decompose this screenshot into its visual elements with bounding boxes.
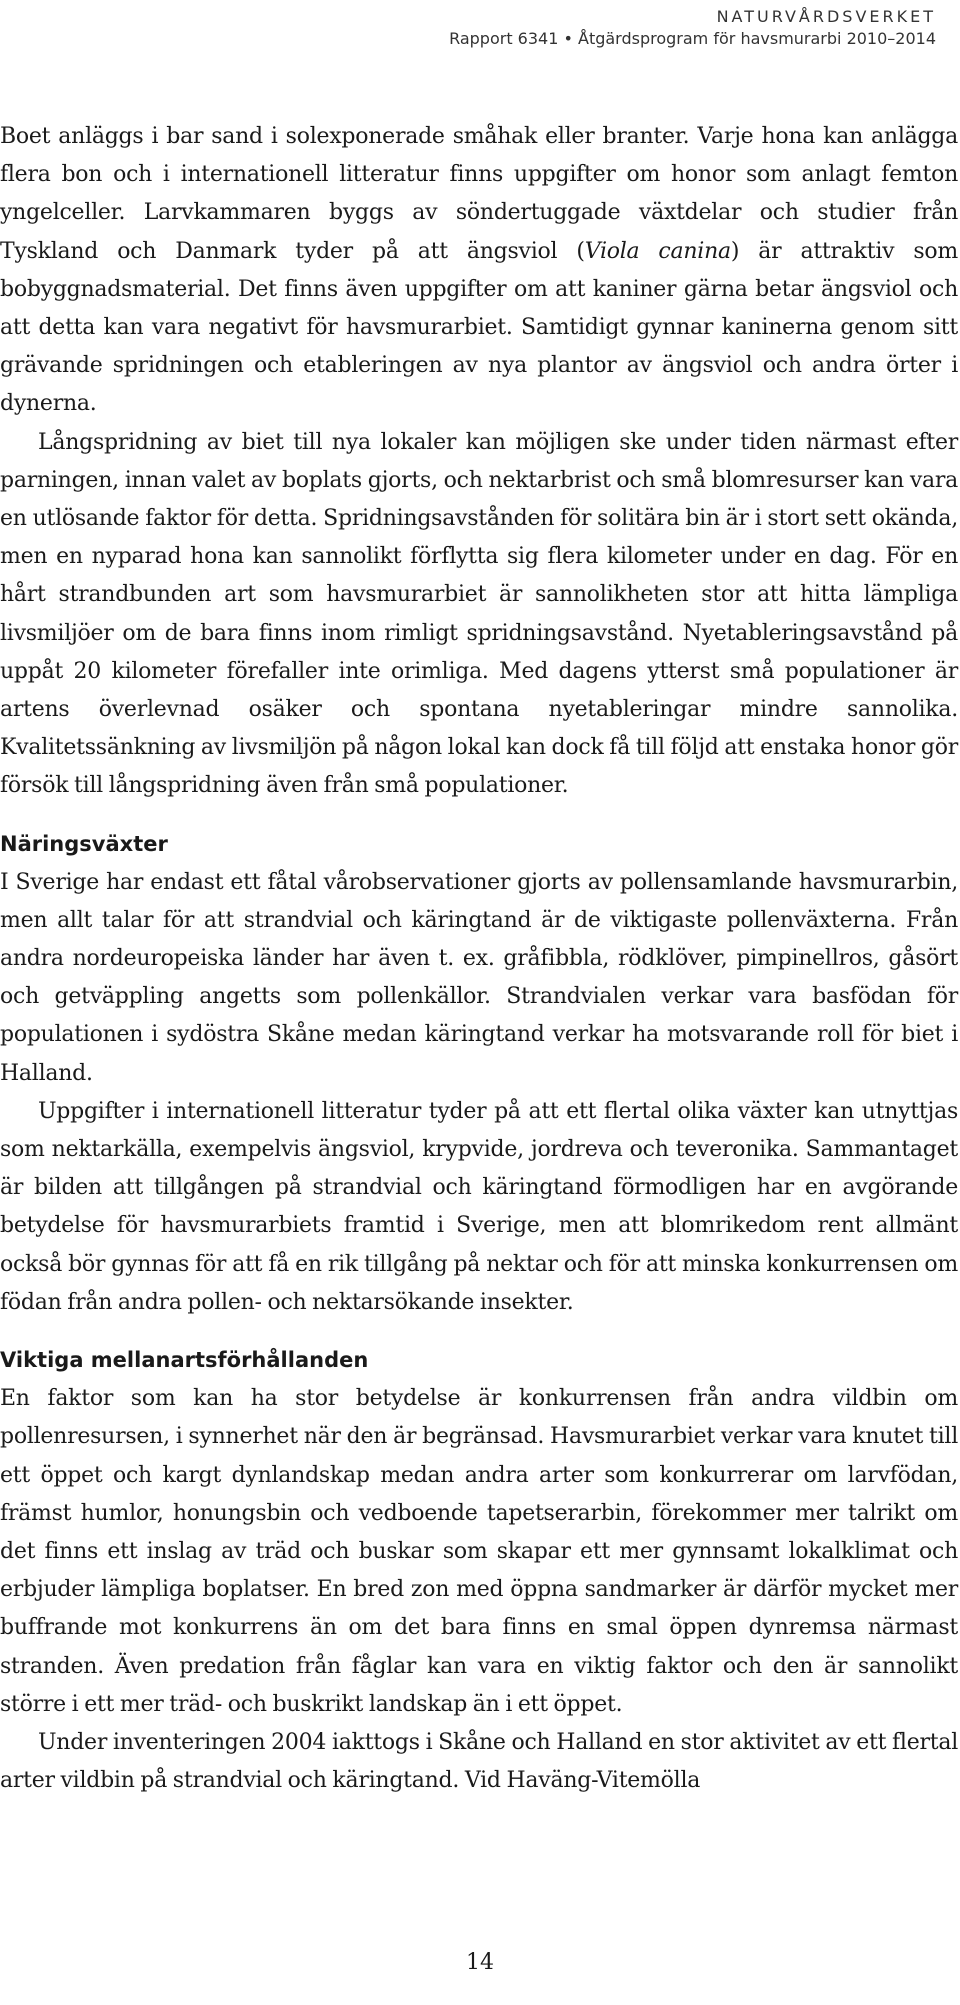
paragraph-food-plants-2: Uppgifter i internationell litteratur tyder på att ett flertal olika växter kan utnyttjas som nektarkälla, exempelvis ängsviol, krypvide, jordreva och teveronika. Sammantaget är bilden att tillgången på strandvial och käringtand förmodligen har en avgörande betydelse för havsmurarbiets framtid i Sverige, men att blomrikedom rent allmänt också bör gynnas för att få en rik tillgång på nektar och för att minska konkurrensen om födan från andra pollen- och nektarsökande insekter.: [0, 1098, 958, 1315]
running-header: [449, 6, 936, 50]
header-report-title: Rapport 6341 • Åtgärdsprogram för havsmurarbi 2010–2014: [449, 29, 936, 48]
paragraph-text: Boet anläggs i bar sand i solexponerade småhak eller branter. Varje hona kan anlägga flera bon och i internationell litteratur finns uppgifter om honor som anlagt femton yngelceller. Larvkammaren byggs av söndertuggade växtdelar och studier från Tyskland och Danmark tyder på att ängsviol (: [0, 124, 958, 264]
italic-species-name: Viola canina: [584, 238, 731, 264]
paragraph-interspecies-1: En faktor som kan ha stor betydelse är konkurrensen från andra vildbin om pollenresursen, i synnerhet när den är begränsad. Havsmurarbiet verkar vara knutet till ett öppet och kargt dynlandskap medan andra arter som konkurrerar om larvfödan, främst humlor, honungsbin och vedboende tapetserarbin, förekommer mer talrikt om det finns ett inslag av träd och buskar som skapar ett mer gynnsamt lokalklimat och erbjuder lämpliga boplatser. En bred zon med öppna sandmarker är därför mycket mer buffrande mot konkurrens än om det bara finns en smal öppen dynremsa närmast stranden. Även predation från fåglar kan vara en viktig faktor och den är sannolikt större i ett mer träd- och buskrikt landskap än i ett öppet.: [0, 1386, 958, 1717]
header-organization: NATURVÅRDSVERKET: [716, 7, 936, 26]
paragraph-text: ) är attraktiv som bobyggnadsmaterial. Det finns även uppgifter om att kaniner gärna betar ängsviol och att detta kan vara negativt för havsmurarbiet. Samtidigt gynnar kaninerna genom sitt grävande spridningen och etableringen av nya plantor av ängsviol och andra örter i dynerna.: [0, 238, 958, 417]
section-heading-food-plants: Näringsväxter: [0, 831, 168, 856]
page-number: 14: [466, 1950, 494, 1975]
body-text: [0, 118, 958, 1800]
section-heading-interspecies: Viktiga mellanartsförhållanden: [0, 1348, 369, 1373]
paragraph-food-plants-1: I Sverige har endast ett fåtal vårobservationer gjorts av pollensamlande havsmurarbin, men allt talar för att strandvial och käringtand är de viktigaste pollenväxterna. Från andra nordeuropeiska länder har även t. ex. gråfibbla, rödklöver, pimpinellros, gåsört och getväppling angetts som pollenkällor. Strandvialen verkar vara basfödan för populationen i sydöstra Skåne medan käringtand verkar ha motsvarande roll för biet i Halland.: [0, 869, 958, 1086]
paragraph-nesting: [0, 118, 958, 424]
paragraph-dispersal: Långspridning av biet till nya lokaler kan möjligen ske under tiden närmast efter parningen, innan valet av boplats gjorts, och nektarbrist och små blomresurser kan vara en utlösande faktor för detta. Spridningsavstånden för solitära bin är i stort sett okända, men en nyparad hona kan sannolikt förflytta sig flera kilometer under en dag. För en hårt strandbunden art som havsmurarbiet är sannolikheten stor att hitta lämpliga livsmiljöer om de bara finns inom rimligt spridningsavstånd. Nyetableringsavstånd på uppåt 20 kilometer förefaller inte orimliga. Med dagens ytterst små populationer är artens överlevnad osäker och spontana nyetableringar mindre sannolika. Kvalitetssänkning av livsmiljön på någon lokal kan dock få till följd att enstaka honor gör försök till långspridning även från små populationer.: [0, 429, 958, 799]
paragraph-interspecies-2: Under inventeringen 2004 iakttogs i Skåne och Halland en stor aktivitet av ett flertal arter vildbin på strandvial och käringtand. Vid Haväng-Vitemölla: [0, 1729, 958, 1794]
